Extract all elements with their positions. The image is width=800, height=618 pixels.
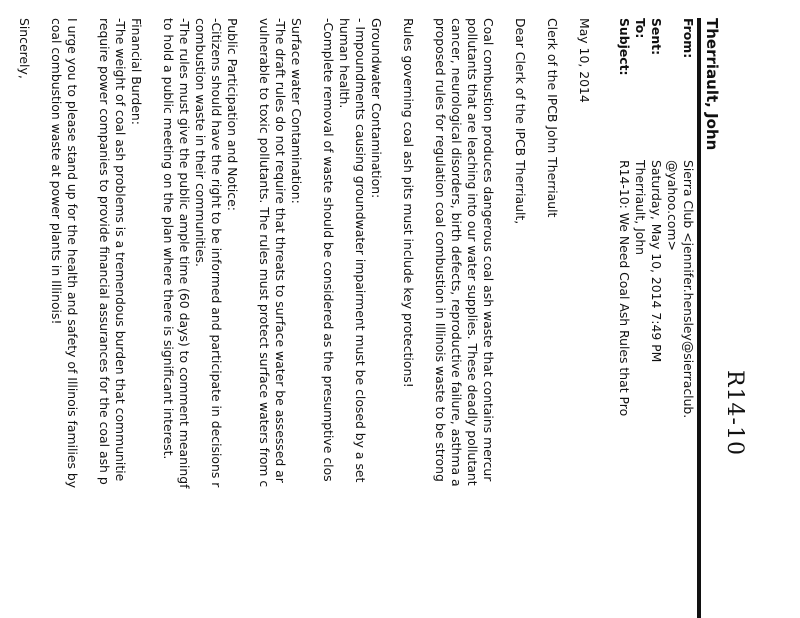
groundwater-section	[320, 18, 384, 482]
page-number-stamp: R14-10	[722, 370, 747, 456]
paragraph-line: vulnerable to toxic pollutants. The rules must protect surface waters from c	[257, 18, 272, 488]
paragraph-line: Coal combustion produces dangerous coal ash waste that contains mercur	[481, 18, 496, 482]
subject-label: Subject:	[617, 18, 632, 76]
paragraph-line: -Complete removal of waste should be considered as the presumptive clos	[321, 18, 336, 482]
salutation: Dear Clerk of the IPCB Therriault,	[513, 18, 528, 225]
paragraph-line: cancer, neurological disorders, birth defects, reproductive failure, asthma a	[449, 18, 464, 487]
paragraph-line: to hold a public meeting on the plan where there is significant interest.	[161, 18, 176, 460]
paragraph-line: I urge you to please stand up for the health and safety of Illinois families by	[65, 18, 80, 489]
paragraph-line: coal combustion waste at power plants in Illinois!	[49, 18, 64, 325]
paragraph-line: -The weight of coal ash problems is a tremendous burden that communitie	[113, 18, 128, 482]
subject-value: R14-10: We Need Coal Ash Rules that Pro	[617, 160, 632, 417]
paragraph-line: -The draft rules do not require that threats to surface water be assessed ar	[273, 18, 288, 483]
recipient-line: Clerk of the IPCB John Therriault	[545, 18, 560, 218]
paragraph-line: combustion waste in their communities.	[193, 18, 208, 267]
paragraph-line: -Citizens should have the right to be informed and participate in decisions r	[209, 18, 224, 488]
signoff: Sincerely,	[17, 18, 32, 79]
to-label: To:	[633, 18, 648, 39]
paragraph-line: pollutants that are leaching into our water supplies. These deadly pollutant	[465, 18, 480, 486]
sent-label: Sent:	[649, 18, 664, 56]
paragraph-line: human health.	[337, 18, 352, 109]
paragraph-line: - Impoundments causing groundwater impairment must be closed by a set	[353, 18, 368, 483]
sent-value: Saturday, May 10, 2014 7:49 PM	[649, 160, 664, 363]
from-label: From:	[681, 18, 696, 59]
section-heading: Financial Burden:	[129, 18, 144, 125]
surface-water-section	[256, 18, 304, 487]
key-protections-line: Rules governing coal ash pits must include key protections!	[401, 18, 416, 388]
paragraph-line: require power companies to provide financial assurances for the coal ash p	[97, 18, 112, 485]
from-value-line: @yahoo.com>	[665, 160, 680, 251]
financial-burden-section	[96, 18, 144, 485]
public-participation-section	[160, 18, 240, 488]
sender-name-heading: Therriault, John	[703, 18, 721, 151]
from-value	[664, 160, 696, 418]
closing-paragraph	[48, 18, 80, 488]
letter-date: May 10, 2014	[577, 18, 592, 103]
intro-paragraph	[432, 18, 496, 487]
to-value: Therriault, John	[633, 160, 648, 256]
section-heading: Public Participation and Notice:	[225, 18, 240, 211]
paragraph-line: proposed rules for regulation coal combustion in Illinois waste to be strong	[433, 18, 448, 482]
paragraph-line: -The rules must give the public ample time (60 days) to comment meaningf	[177, 18, 192, 489]
from-value-line: Sierra Club <jennifer.hensley@sierraclub.	[681, 160, 696, 419]
section-heading: Groundwater Contamination:	[369, 18, 384, 199]
section-heading: Surface water Contamination:	[289, 18, 304, 204]
header-divider	[697, 18, 701, 618]
